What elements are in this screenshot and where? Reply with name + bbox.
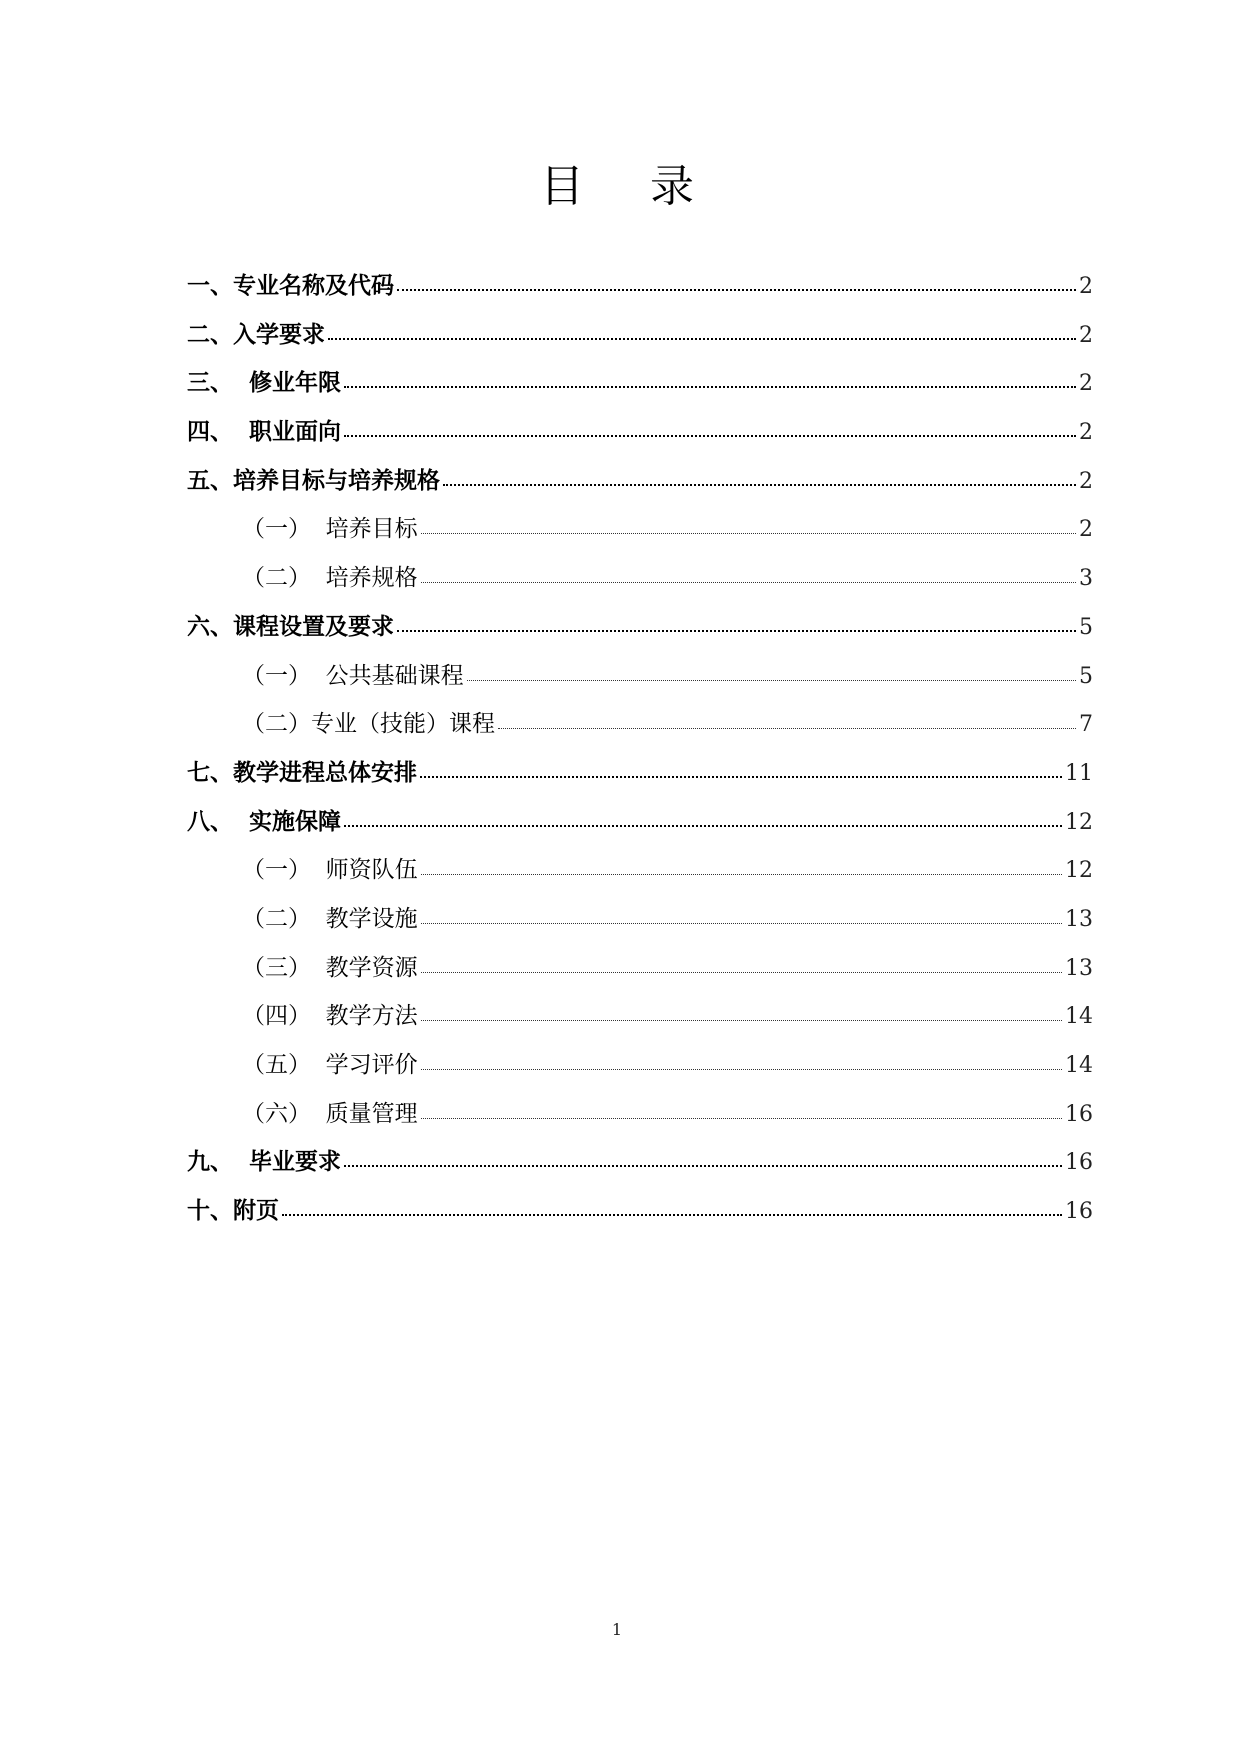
- toc-entry-page: 14: [1065, 1004, 1093, 1030]
- toc-entry-page: 2: [1079, 371, 1093, 397]
- toc-entry-page: 16: [1065, 1101, 1093, 1127]
- toc-entry-page: 12: [1065, 858, 1093, 884]
- toc-entry-number: （一）: [242, 662, 326, 689]
- toc-entry-label: 专业（技能）课程: [311, 711, 495, 738]
- toc-entry-number: （四）: [242, 1003, 326, 1030]
- toc-entry[interactable]: [187, 1138, 1093, 1187]
- toc-entry[interactable]: [187, 262, 1093, 311]
- toc-entry-label: 学习评价: [325, 1052, 418, 1078]
- toc-entry-label: 教学方法: [325, 1003, 418, 1030]
- toc-entry-number: 二、: [187, 321, 233, 348]
- toc-entry-number: 四、: [187, 419, 250, 446]
- toc-subentry[interactable]: [187, 992, 1093, 1041]
- toc-entry[interactable]: [187, 798, 1093, 847]
- toc-entry-page: 5: [1079, 663, 1093, 689]
- toc-entry-page: 11: [1065, 760, 1093, 786]
- toc-entry-page: 13: [1065, 955, 1093, 981]
- table-of-contents: [187, 262, 1093, 1236]
- toc-dot-leader: [328, 338, 1076, 340]
- toc-entry-label: 师资队伍: [325, 857, 418, 884]
- toc-subentry[interactable]: [187, 895, 1093, 944]
- toc-entry-label: 毕业要求: [249, 1149, 342, 1176]
- toc-entry-number: （三）: [242, 954, 326, 981]
- toc-dot-leader: [344, 825, 1062, 827]
- toc-entry[interactable]: [187, 408, 1093, 457]
- toc-entry[interactable]: [187, 1187, 1093, 1236]
- toc-dot-leader: [397, 630, 1076, 632]
- toc-entry-label: 培养规格: [325, 565, 418, 592]
- toc-dot-leader: [421, 874, 1062, 875]
- toc-dot-leader: [421, 533, 1076, 534]
- toc-entry-page: 2: [1079, 517, 1093, 543]
- toc-dot-leader: [443, 484, 1076, 486]
- toc-entry-page: 12: [1065, 809, 1093, 835]
- toc-entry-number: 十、: [187, 1198, 233, 1225]
- toc-entry[interactable]: [187, 311, 1093, 360]
- toc-dot-leader: [344, 386, 1076, 388]
- toc-entry-number: 一、: [187, 273, 233, 299]
- toc-entry-number: （二）: [242, 905, 326, 932]
- toc-subentry[interactable]: [187, 1090, 1093, 1139]
- toc-dot-leader: [344, 1165, 1062, 1167]
- page-number: 1: [611, 1620, 623, 1639]
- toc-dot-leader: [421, 972, 1062, 973]
- toc-entry-page: 13: [1065, 906, 1093, 932]
- toc-dot-leader: [467, 680, 1076, 681]
- page-title: 目 录: [540, 161, 720, 212]
- toc-entry-number: 九、: [187, 1149, 250, 1176]
- toc-entry-page: 14: [1065, 1053, 1093, 1078]
- toc-entry-number: 三、: [187, 370, 250, 397]
- toc-dot-leader: [397, 289, 1076, 291]
- toc-subentry[interactable]: [187, 700, 1093, 749]
- toc-entry-page: 16: [1065, 1199, 1093, 1225]
- toc-dot-leader: [420, 776, 1062, 778]
- toc-entry-page: 7: [1079, 712, 1093, 738]
- toc-entry-label: 培养目标: [325, 516, 418, 543]
- toc-entry-page: 2: [1079, 322, 1093, 348]
- toc-entry-page: 2: [1079, 420, 1093, 446]
- toc-entry[interactable]: [187, 457, 1093, 506]
- toc-dot-leader: [421, 1069, 1062, 1070]
- toc-subentry[interactable]: [187, 505, 1093, 554]
- toc-entry-label: 附页: [233, 1198, 279, 1225]
- toc-entry-page: 2: [1079, 468, 1093, 494]
- toc-entry-label: 职业面向: [249, 419, 342, 446]
- toc-subentry[interactable]: [187, 846, 1093, 895]
- toc-entry-label: 实施保障: [249, 808, 342, 835]
- toc-dot-leader: [498, 728, 1076, 729]
- toc-entry-number: 七、: [187, 759, 233, 786]
- toc-dot-leader: [282, 1214, 1062, 1216]
- toc-entry-page: 5: [1079, 614, 1093, 640]
- toc-entry-number: 六、: [187, 613, 233, 640]
- toc-entry-label: 专业名称及代码: [233, 273, 394, 299]
- toc-entry-page: 16: [1065, 1150, 1093, 1176]
- toc-dot-leader: [421, 923, 1062, 924]
- toc-entry-label: 课程设置及要求: [233, 613, 394, 640]
- toc-entry[interactable]: [187, 749, 1093, 798]
- toc-subentry[interactable]: [187, 944, 1093, 993]
- toc-entry-label: 修业年限: [249, 370, 342, 397]
- toc-entry-number: （二）: [242, 565, 326, 592]
- toc-entry-number: （六）: [242, 1100, 326, 1127]
- toc-entry-number: （一）: [242, 857, 326, 884]
- toc-subentry[interactable]: [187, 1041, 1093, 1090]
- toc-entry-number: （五）: [242, 1052, 326, 1078]
- toc-entry-page: 3: [1079, 566, 1093, 592]
- toc-entry-number: （二）: [242, 711, 311, 738]
- toc-dot-leader: [344, 435, 1076, 437]
- toc-entry-label: 教学设施: [325, 905, 418, 932]
- toc-entry-label: 质量管理: [325, 1100, 418, 1127]
- toc-entry-label: 教学进程总体安排: [233, 759, 417, 786]
- toc-dot-leader: [421, 1020, 1062, 1021]
- toc-entry-number: 八、: [187, 808, 250, 835]
- toc-dot-leader: [421, 1118, 1062, 1119]
- toc-entry-label: 培养目标与培养规格: [233, 467, 440, 494]
- toc-entry-label: 公共基础课程: [325, 662, 464, 689]
- toc-entry-label: 教学资源: [325, 954, 418, 981]
- toc-entry-page: 2: [1079, 274, 1093, 299]
- toc-entry[interactable]: [187, 359, 1093, 408]
- toc-entry[interactable]: [187, 603, 1093, 652]
- toc-dot-leader: [421, 582, 1076, 583]
- toc-entry-number: （一）: [242, 516, 326, 543]
- toc-entry-label: 入学要求: [233, 321, 325, 348]
- toc-entry-number: 五、: [187, 467, 233, 494]
- toc-subentry[interactable]: [187, 652, 1093, 701]
- toc-subentry[interactable]: [187, 554, 1093, 603]
